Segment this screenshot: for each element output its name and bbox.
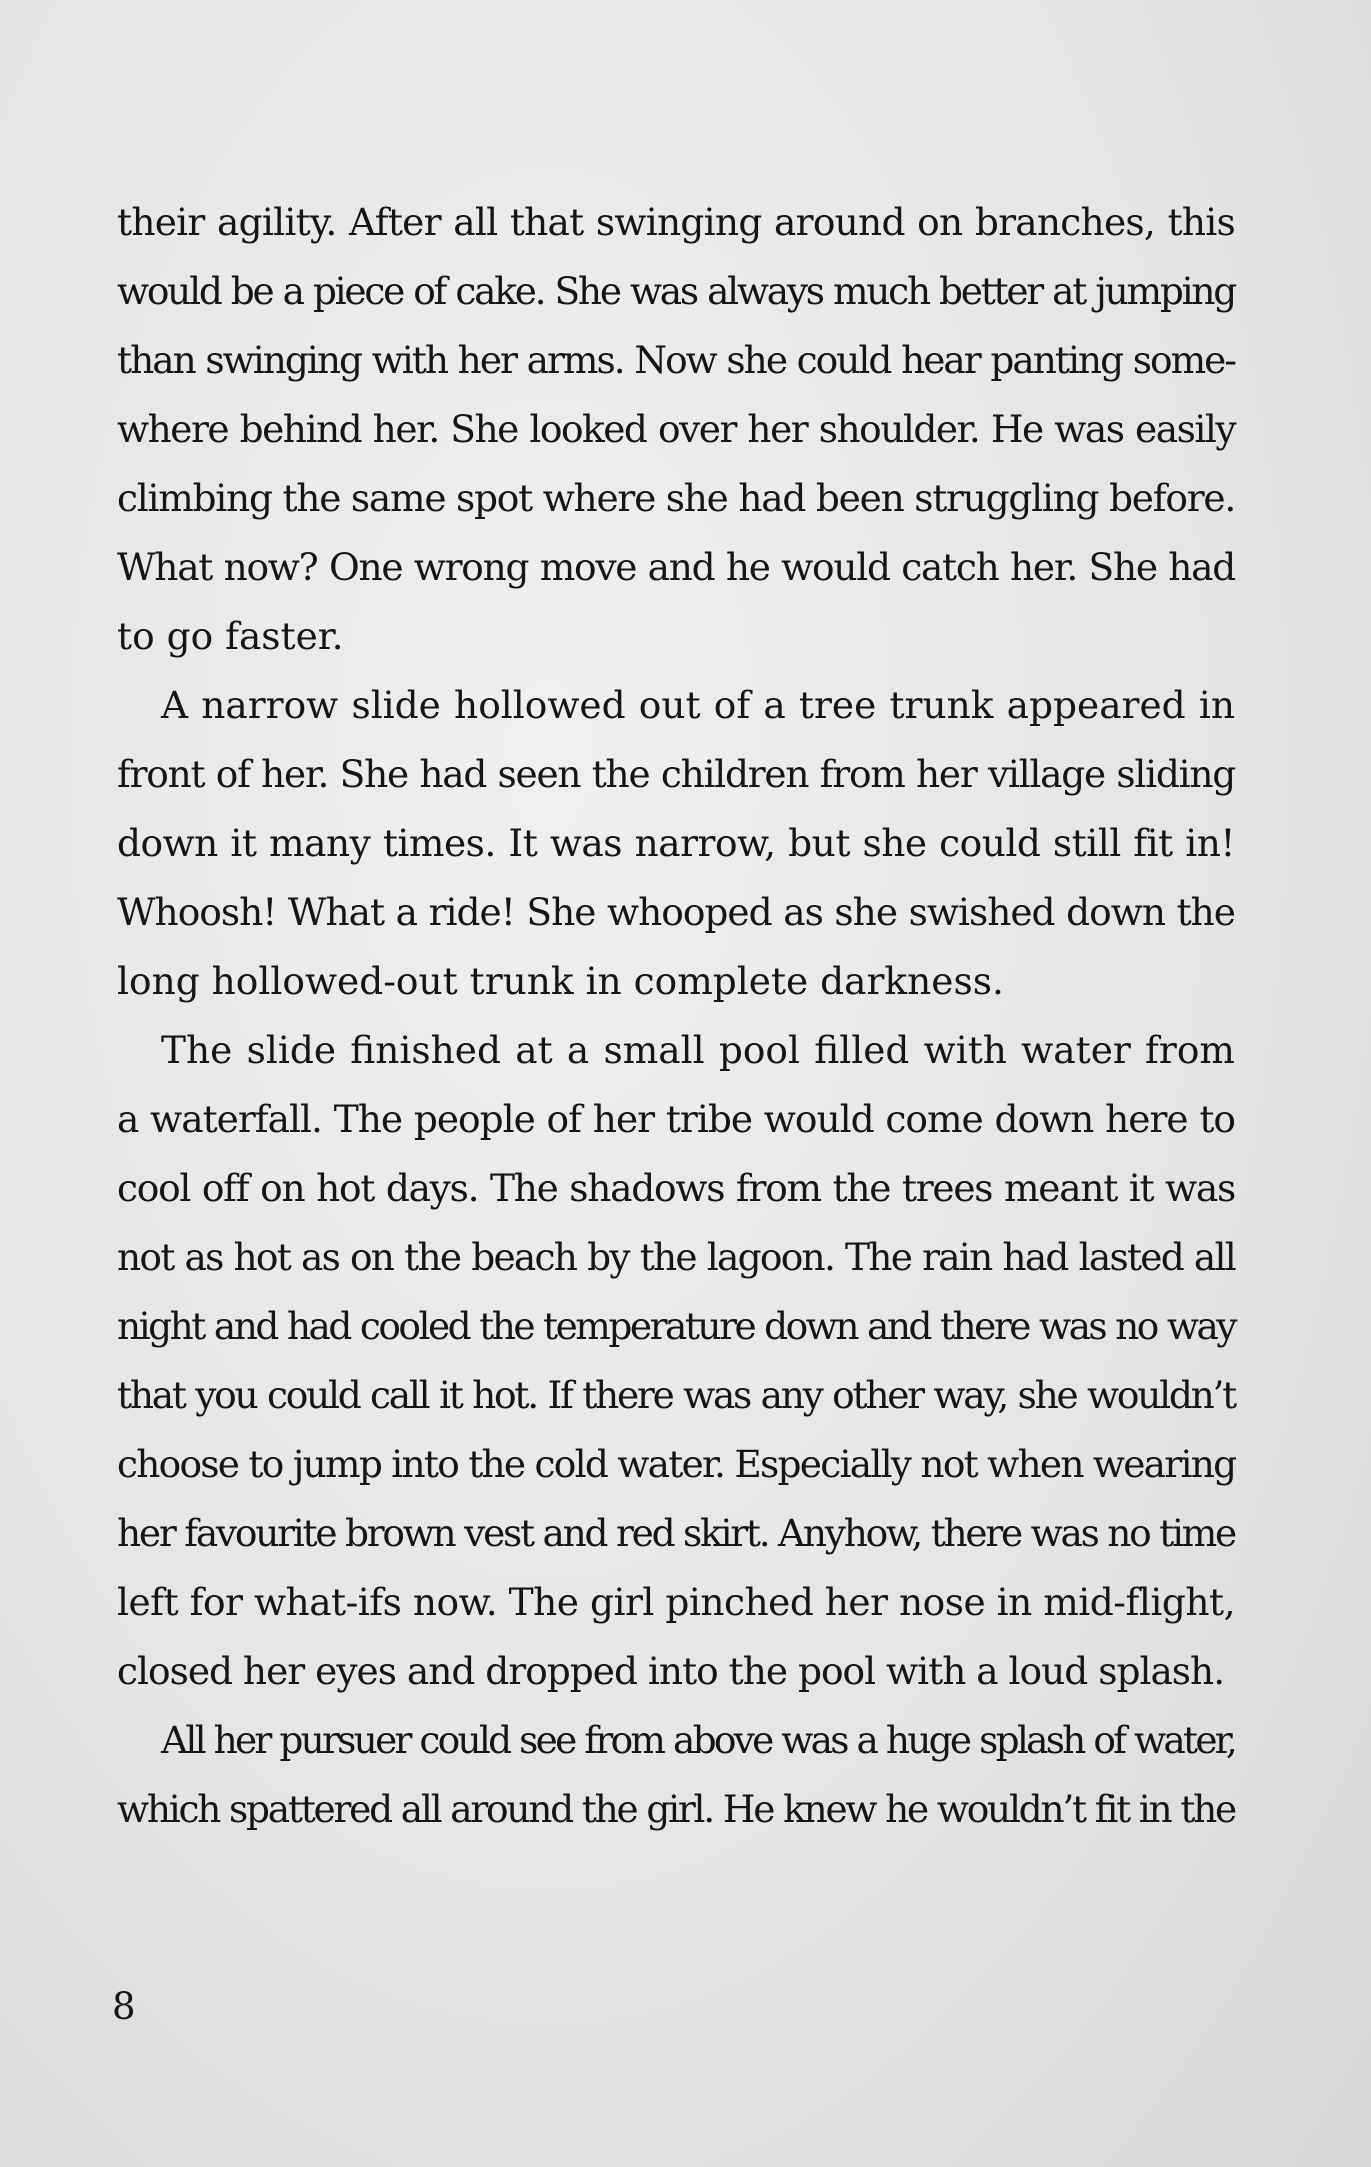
text-line: their agility. After all that swinging around on branches, this: [117, 200, 1235, 244]
text-line: than swinging with her arms. Now she could hear panting some-: [117, 338, 1235, 382]
text-line: which spattered all around the girl. He knew he wouldn’t fit in the: [117, 1787, 1235, 1831]
text-line: would be a piece of cake. She was always much better at jumping: [117, 269, 1235, 313]
text-line: What now? One wrong move and he would catch her. She had: [117, 545, 1235, 589]
text-line: Whoosh! What a ride! She whooped as she swished down the: [117, 890, 1235, 934]
body-text: [117, 188, 1235, 1844]
text-line: night and had cooled the temperature down and there was no way: [117, 1304, 1235, 1348]
text-line: A narrow slide hollowed out of a tree trunk appeared in: [161, 683, 1235, 727]
text-line: to go faster.: [117, 614, 344, 658]
text-line: choose to jump into the cold water. Especially not when wearing: [117, 1442, 1236, 1486]
text-line: front of her. She had seen the children from her village sliding: [117, 752, 1235, 796]
text-line: down it many times. It was narrow, but she could still fit in!: [117, 821, 1235, 865]
text-line: not as hot as on the beach by the lagoon. The rain had lasted all: [117, 1235, 1235, 1279]
text-line: The slide finished at a small pool filled with water from: [161, 1028, 1235, 1072]
text-line: left for what-ifs now. The girl pinched her nose in mid-flight,: [117, 1580, 1235, 1624]
text-line: long hollowed-out trunk in complete darkness.: [117, 959, 1004, 1003]
text-line: that you could call it hot. If there was any other way, she wouldn’t: [117, 1373, 1235, 1417]
text-line: closed her eyes and dropped into the pool with a loud splash.: [117, 1649, 1225, 1693]
text-line: where behind her. She looked over her shoulder. He was easily: [117, 407, 1235, 451]
text-line: her favourite brown vest and red skirt. Anyhow, there was no time: [117, 1511, 1235, 1555]
text-line: climbing the same spot where she had been struggling before.: [117, 476, 1235, 520]
text-line: All her pursuer could see from above was a huge splash of water,: [161, 1718, 1235, 1762]
page-number: 8: [112, 1985, 136, 2028]
text-line: cool off on hot days. The shadows from the trees meant it was: [117, 1166, 1235, 1210]
text-line: a waterfall. The people of her tribe would come down here to: [117, 1097, 1235, 1141]
